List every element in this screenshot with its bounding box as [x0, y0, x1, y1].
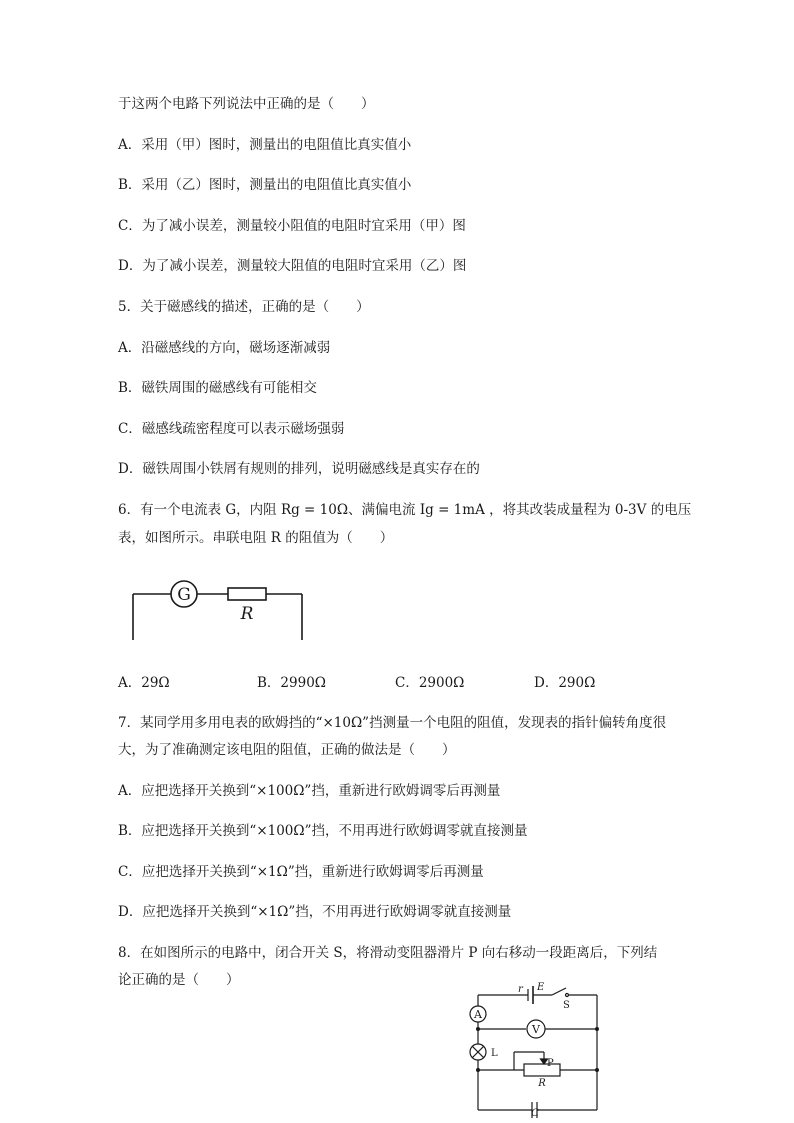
ammeter-label: A [474, 1008, 482, 1021]
q7-stem-line2: 大，为了准确测定该电阻的阻值，正确的做法是（ ） [118, 742, 456, 758]
q5-stem: 5．关于磁感线的描述，正确的是（ ） [118, 299, 370, 315]
galvanometer-label: G [177, 585, 191, 605]
q6-option-c: C．2900Ω [395, 675, 465, 691]
q5-option-b: B．磁铁周围的磁感线有可能相交 [118, 380, 317, 396]
capacitor-label: C [531, 1108, 539, 1118]
resistor-label: R [240, 604, 254, 624]
q6-stem-line1: 6．有一个电流表 G，内阻 Rg = 10Ω、满偏电流 Ig = 1mA ，将其改装成量程为 0-3V 的电压 [118, 502, 692, 518]
q5-option-a: A．沿磁感线的方向，磁场逐渐减弱 [118, 340, 331, 356]
lamp-label: L [491, 1048, 498, 1059]
q6-stem-line2: 表，如图所示。串联电阻 R 的阻值为（ ） [118, 530, 394, 546]
q4-option-b: B．采用（乙）图时，测量出的电阻值比真实值小 [118, 177, 412, 193]
q5-option-c: C．磁感线疏密程度可以表示磁场强弱 [118, 421, 345, 437]
q7-option-c: C．应把选择开关换到“×1Ω”挡，重新进行欧姆调零后再测量 [118, 864, 484, 880]
q6-option-b: B．2990Ω [257, 675, 326, 691]
internal-resistance-label: r [518, 984, 523, 995]
q6-option-d: D．290Ω [534, 675, 596, 691]
switch-label: S [563, 1000, 570, 1011]
q6-circuit-figure [126, 578, 310, 644]
q4-option-a: A．采用（甲）图时，测量出的电阻值比真实值小 [118, 137, 412, 153]
q8-stem-line2: 论正确的是（ ） [118, 972, 240, 988]
q4-option-d: D．为了减小误差，测量较大阻值的电阻时宜采用（乙）图 [118, 258, 467, 274]
rheostat-label: R [538, 1078, 546, 1089]
q7-option-b: B．应把选择开关换到“×100Ω”挡，不用再进行欧姆调零就直接测量 [118, 823, 528, 839]
q7-option-d: D．应把选择开关换到“×1Ω”挡，不用再进行欧姆调零就直接测量 [118, 904, 512, 920]
voltmeter-label: V [532, 1023, 540, 1036]
q7-stem-line1: 7．某同学用多用电表的欧姆挡的“×10Ω”挡测量一个电阻的阻值，发现表的指针偏转角度很 [118, 715, 667, 731]
q4-option-c: C．为了减小误差，测量较小阻值的电阻时宜采用（甲）图 [118, 218, 466, 234]
slider-label: P [547, 1058, 554, 1069]
q8-circuit-figure [460, 978, 610, 1118]
q8-stem-line1: 8．在如图所示的电路中，闭合开关 S，将滑动变阻器滑片 P 向右移动一段距离后，下列结 [118, 945, 658, 961]
emf-label: E [537, 982, 545, 993]
q6-option-a: A．29Ω [118, 675, 170, 691]
q4-stem-cont: 于这两个电路下列说法中正确的是（ ） [118, 96, 375, 112]
q7-option-a: A．应把选择开关换到“×100Ω”挡，重新进行欧姆调零后再测量 [118, 783, 501, 799]
q5-option-d: D．磁铁周围小铁屑有规则的排列，说明磁感线是真实存在的 [118, 461, 480, 477]
